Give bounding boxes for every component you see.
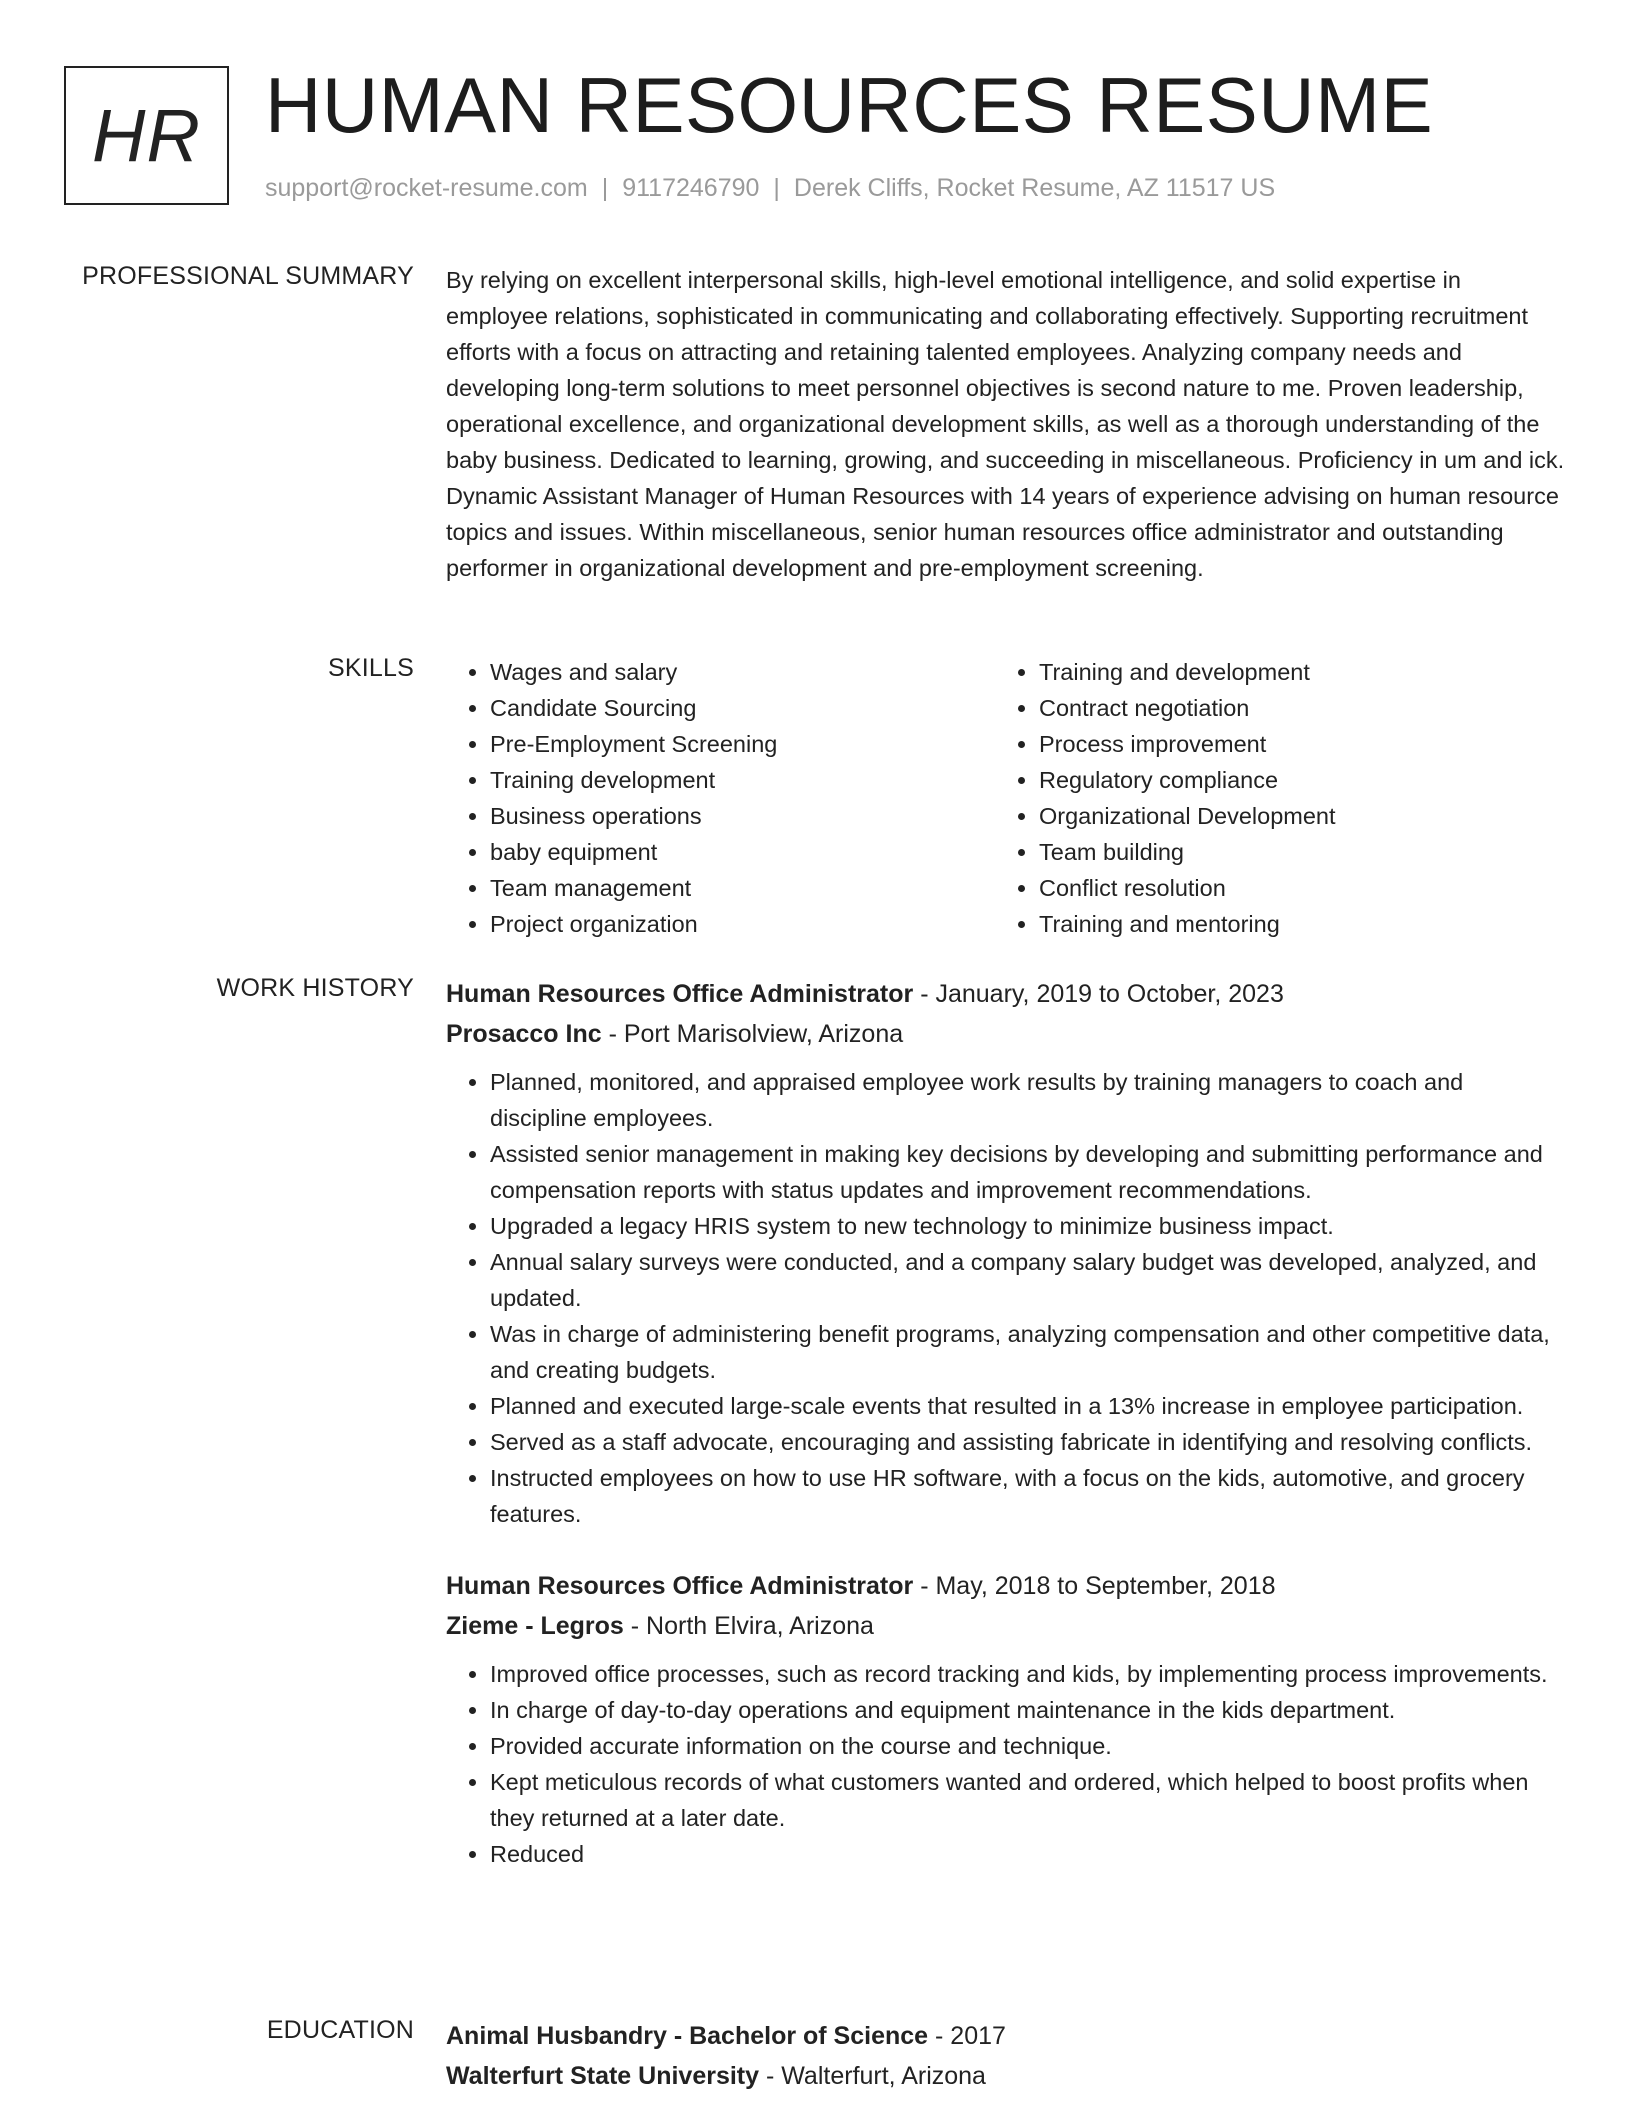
job-company-line [446, 1606, 1566, 1646]
skill-item: • Team management [490, 870, 995, 906]
skill-item: • baby equipment [490, 834, 995, 870]
job-location: - Port Marisolview, Arizona [601, 1020, 904, 1048]
job-bullet: • Provided accurate information on the course and technique. [490, 1728, 1566, 1764]
contact-email: support@rocket-resume.com [265, 174, 588, 202]
job-title-line [446, 974, 1566, 1014]
skill-item: • Pre-Employment Screening [490, 726, 995, 762]
resume-header [64, 61, 1564, 211]
skill-item: • Team building [1039, 834, 1544, 870]
monogram-logo: HR [64, 66, 229, 205]
job-title: Human Resources Office Administrator [446, 980, 914, 1008]
job-bullets [446, 1064, 1566, 1532]
skill-item: • Business operations [490, 798, 995, 834]
job-dates: - January, 2019 to October, 2023 [913, 980, 1284, 1008]
job-bullets [446, 1656, 1566, 1872]
education-degree: Animal Husbandry - Bachelor of Science [446, 2022, 929, 2050]
job-bullet: • Planned, monitored, and appraised employee work results by training managers to coach and discipline employees. [490, 1064, 1566, 1136]
section-label: WORK HISTORY [216, 974, 414, 1002]
contact-phone: 9117246790 [622, 174, 760, 202]
job-dates: - May, 2018 to September, 2018 [913, 1572, 1276, 1600]
job-bullet: • Kept meticulous records of what customers wanted and ordered, which helped to boost profits when they returned at a later date. [490, 1764, 1566, 1836]
job-entry [446, 1566, 1566, 1872]
job-bullet: • Reduced [490, 1836, 1566, 1872]
education-year: - 2017 [928, 2022, 1006, 2050]
job-bullet: • Improved office processes, such as record tracking and kids, by implementing process improvements. [490, 1656, 1566, 1692]
skill-item: • Regulatory compliance [1039, 762, 1544, 798]
contact-separator: | [601, 174, 609, 202]
job-bullet: • Annual salary surveys were conducted, and a company salary budget was developed, analyzed, and updated. [490, 1244, 1566, 1316]
skill-item: • Candidate Sourcing [490, 690, 995, 726]
section-label: PROFESSIONAL SUMMARY [82, 262, 414, 290]
section-label: SKILLS [328, 654, 414, 682]
education-degree-line [446, 2016, 1566, 2056]
skill-item: • Training development [490, 762, 995, 798]
resume-title: HUMAN RESOURCES RESUME [265, 61, 1434, 149]
skill-item: • Project organization [490, 906, 995, 942]
contact-separator: | [773, 174, 780, 202]
contact-line [265, 174, 1275, 203]
education-content [446, 2016, 1566, 2096]
skill-item: • Conflict resolution [1039, 870, 1544, 906]
skill-item: • Contract negotiation [1039, 690, 1544, 726]
job-bullet: • Planned and executed large-scale events that resulted in a 13% increase in employee participation. [490, 1388, 1566, 1424]
summary-content [446, 262, 1566, 586]
skill-item: • Training and mentoring [1039, 906, 1544, 942]
job-bullet: • Upgraded a legacy HRIS system to new technology to minimize business impact. [490, 1208, 1566, 1244]
skill-item: • Wages and salary [490, 654, 995, 690]
work-history-content [446, 974, 1566, 1872]
job-bullet: • Was in charge of administering benefit programs, analyzing compensation and other competitive data, and creating budgets. [490, 1316, 1566, 1388]
skill-item: • Organizational Development [1039, 798, 1544, 834]
skills-content [446, 654, 1566, 942]
summary-text: By relying on excellent interpersonal skills, high-level emotional intelligence, and solid expertise in employee relations, sophisticated in communicating and collaborating effectively. Supporting recruitment efforts with a focus on attracting and retaining talented employees. Analyzing company needs and developing long-term solutions to meet personnel objectives is second nature to me. Proven leadership, operational excellence, and organizational development skills, as well as a thorough understanding of the baby business. Dedicated to learning, growing, and succeeding in miscellaneous. Proficiency in um and ick. Dynamic Assistant Manager of Human Resources with 14 years of experience advising on human resource topics and issues. Within miscellaneous, senior human resources office administrator and outstanding performer in organizational development and pre-employment screening. [446, 267, 1565, 581]
job-bullet: • Served as a staff advocate, encouraging and assisting fabricate in identifying and resolving conflicts. [490, 1424, 1566, 1460]
skills-columns [446, 654, 1566, 942]
contact-address: Derek Cliffs, Rocket Resume, AZ 11517 US [793, 174, 1276, 202]
skill-item: • Training and development [1039, 654, 1544, 690]
education-school-line [446, 2056, 1566, 2096]
job-company: Prosacco Inc [446, 1020, 602, 1048]
education-location: - Walterfurt, Arizona [759, 2062, 986, 2090]
job-bullet: • Instructed employees on how to use HR software, with a focus on the kids, automotive, and grocery features. [490, 1460, 1566, 1532]
job-entry [446, 974, 1566, 1532]
skill-item: • Process improvement [1039, 726, 1544, 762]
job-bullet: • In charge of day-to-day operations and equipment maintenance in the kids department. [490, 1692, 1566, 1728]
job-title-line [446, 1566, 1566, 1606]
job-location: - North Elvira, Arizona [623, 1612, 874, 1640]
job-company: Zieme - Legros [446, 1612, 624, 1640]
job-bullet: • Assisted senior management in making key decisions by developing and submitting performance and compensation reports with status updates and improvement recommendations. [490, 1136, 1566, 1208]
section-label: EDUCATION [266, 2016, 414, 2044]
job-company-line [446, 1014, 1566, 1054]
education-school: Walterfurt State University [446, 2062, 760, 2090]
skills-left-list [446, 654, 995, 942]
skills-right-list [995, 654, 1544, 942]
job-title: Human Resources Office Administrator [446, 1572, 914, 1600]
